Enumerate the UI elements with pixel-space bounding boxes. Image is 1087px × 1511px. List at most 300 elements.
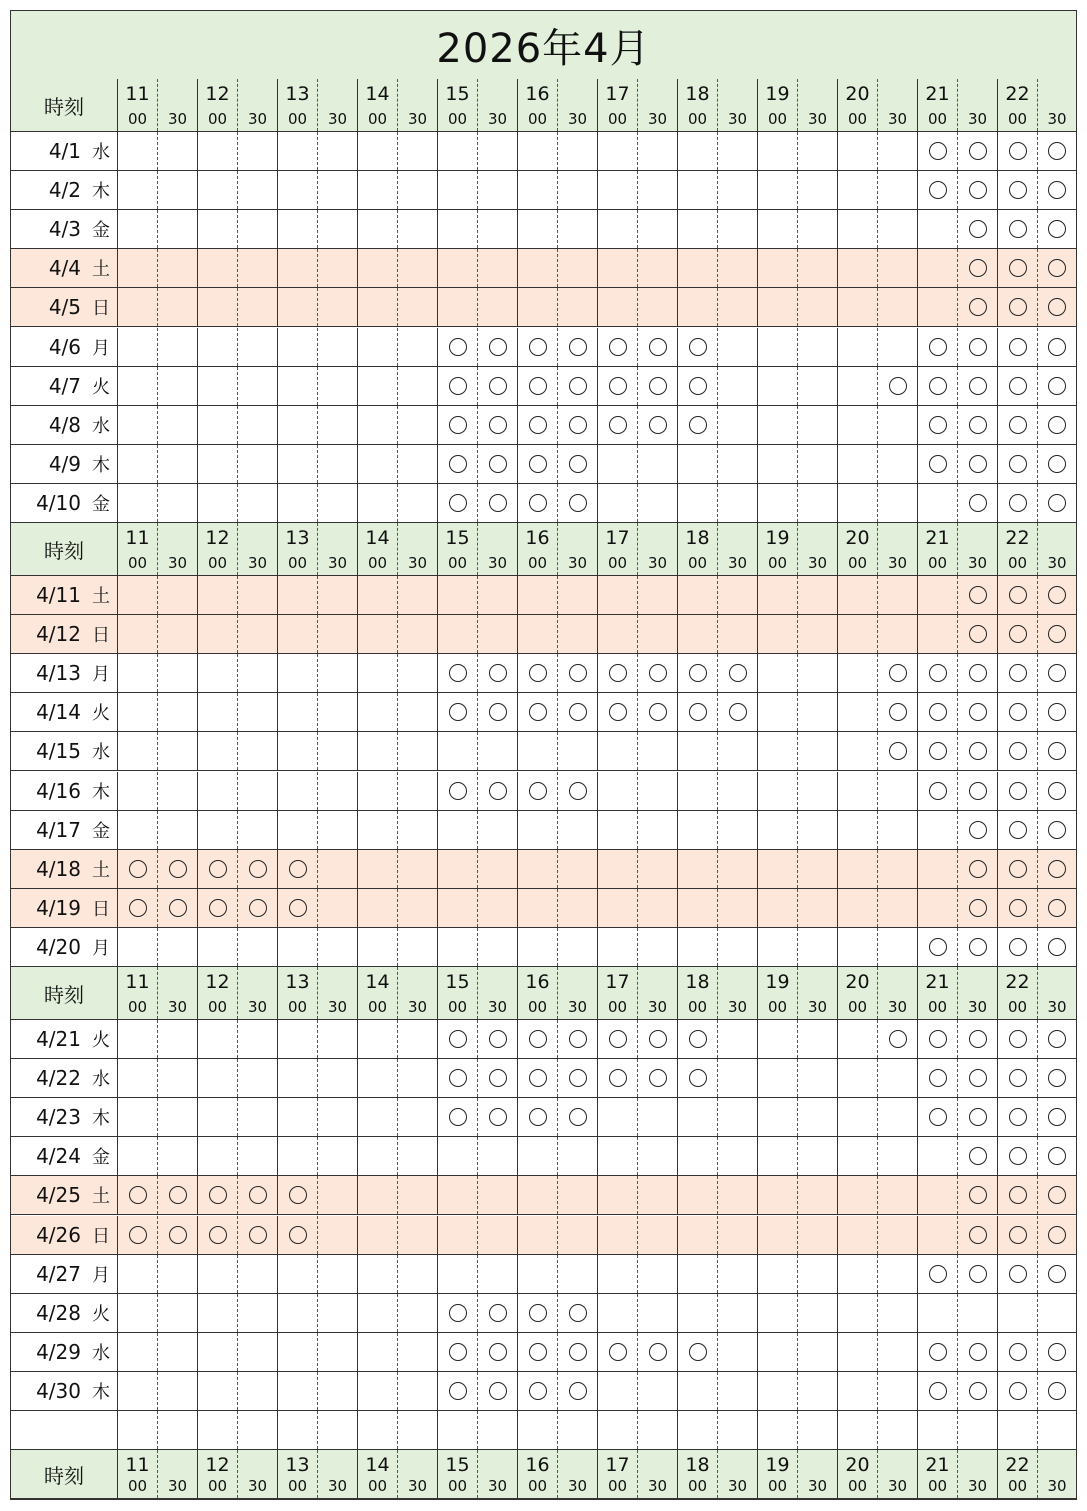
time-slot-cell [158, 811, 198, 849]
time-header-cell [878, 79, 918, 131]
available-mark-icon [889, 742, 907, 760]
minute-label: 00 [287, 998, 308, 1016]
available-mark-icon [129, 899, 147, 917]
available-mark-icon [929, 416, 947, 434]
available-mark-icon [929, 1382, 947, 1400]
time-slot-cell [198, 850, 238, 888]
time-slot-cell [638, 1255, 678, 1293]
available-mark-icon [569, 782, 587, 800]
time-slot-cell [638, 1372, 678, 1410]
time-slot-cell [918, 406, 958, 444]
time-slot-cell [718, 850, 758, 888]
time-slot-cell [1038, 576, 1076, 614]
time-slot-cell [678, 811, 718, 849]
time-slot-cell [598, 1294, 638, 1332]
time-slot-cell [278, 132, 318, 170]
time-slot-cell [878, 1216, 918, 1254]
time-slot-cell [838, 1372, 878, 1410]
available-mark-icon [209, 1186, 227, 1204]
date-cell: 4/1 [48, 139, 81, 164]
time-header-cell [678, 1450, 718, 1498]
time-slot-cell [198, 1137, 238, 1175]
time-slot-cell [598, 1333, 638, 1371]
time-slot-cell [558, 1098, 598, 1136]
hour-label: 16 [525, 83, 550, 105]
hour-label: 20 [845, 971, 870, 993]
time-slot-cell [1038, 1411, 1076, 1449]
available-mark-icon [969, 416, 987, 434]
time-header-cell [1038, 1450, 1076, 1498]
table-row [11, 1176, 1076, 1215]
time-slot-cell [238, 1333, 278, 1371]
time-slot-cell [358, 576, 398, 614]
date-cell: 4/15 [36, 739, 81, 764]
time-slot-cell [478, 484, 518, 522]
time-slot-cell [758, 328, 798, 366]
time-slot-cell [958, 288, 998, 326]
time-slot-cell [278, 850, 318, 888]
time-slot-cell [678, 1137, 718, 1175]
time-slot-cell [878, 1137, 918, 1175]
time-slot-cell [478, 772, 518, 810]
time-slot-cell [278, 615, 318, 653]
time-slot-cell [718, 367, 758, 405]
time-slot-cell [318, 249, 358, 287]
minute-label: 30 [647, 998, 668, 1016]
weekday-cell: 金 [85, 484, 118, 522]
time-slot-cell [798, 693, 838, 731]
time-slot-cell [758, 1176, 798, 1214]
time-slot-cell [798, 772, 838, 810]
available-mark-icon [489, 377, 507, 395]
available-mark-icon [489, 494, 507, 512]
time-slot-cell [798, 928, 838, 966]
available-mark-icon [1009, 1265, 1027, 1283]
time-slot-cell [718, 1059, 758, 1097]
time-header-cell [358, 523, 398, 575]
time-slot-cell [518, 1020, 558, 1058]
minute-label: 30 [807, 998, 828, 1016]
date-cell: 4/11 [36, 583, 81, 608]
time-slot-cell [478, 576, 518, 614]
available-mark-icon [569, 455, 587, 473]
minute-label: 00 [687, 554, 708, 572]
time-slot-cell [278, 732, 318, 770]
time-slot-cell [318, 132, 358, 170]
table-row [11, 811, 1076, 850]
time-slot-cell [158, 1176, 198, 1214]
time-slot-cell [678, 328, 718, 366]
available-mark-icon [1009, 1069, 1027, 1087]
time-slot-cell [558, 249, 598, 287]
time-slot-cell [278, 328, 318, 366]
time-slot-cell [438, 484, 478, 522]
time-slot-cell [478, 1059, 518, 1097]
time-slot-cell [838, 772, 878, 810]
time-slot-cell [118, 654, 158, 692]
time-header-cell [598, 523, 638, 575]
time-slot-cell [478, 811, 518, 849]
minute-label: 30 [247, 554, 268, 572]
time-slot-cell [238, 772, 278, 810]
available-mark-icon [489, 782, 507, 800]
time-slot-cell [238, 328, 278, 366]
time-slot-cell [158, 889, 198, 927]
time-slot-cell [438, 445, 478, 483]
time-slot-cell [798, 367, 838, 405]
time-slot-cell [318, 1411, 358, 1449]
minute-label: 30 [647, 554, 668, 572]
available-mark-icon [489, 1069, 507, 1087]
time-slot-cell [838, 328, 878, 366]
time-slot-cell [878, 445, 918, 483]
time-slot-cell [318, 171, 358, 209]
time-slot-cell [638, 850, 678, 888]
time-slot-cell [398, 615, 438, 653]
available-mark-icon [689, 1343, 707, 1361]
time-slot-cell [758, 1411, 798, 1449]
time-header-cell [558, 967, 598, 1019]
time-slot-cell [478, 654, 518, 692]
minute-label: 30 [567, 110, 588, 128]
available-mark-icon [449, 338, 467, 356]
time-slot-cell [238, 811, 278, 849]
available-mark-icon [1009, 1382, 1027, 1400]
available-mark-icon [569, 1030, 587, 1048]
time-slot-cell [358, 889, 398, 927]
minute-label: 00 [367, 110, 388, 128]
minute-label: 00 [607, 998, 628, 1016]
time-slot-cell [478, 732, 518, 770]
time-slot-cell [478, 367, 518, 405]
time-header-cell [878, 1450, 918, 1498]
time-header-cell [758, 523, 798, 575]
time-header-cell [1038, 967, 1076, 1019]
time-slot-cell [998, 1020, 1038, 1058]
time-slot-cell [438, 171, 478, 209]
time-slot-cell [558, 328, 598, 366]
time-slot-cell [838, 1020, 878, 1058]
time-slot-cell [998, 811, 1038, 849]
time-slot-cell [598, 484, 638, 522]
time-slot-cell [318, 772, 358, 810]
available-mark-icon [1048, 586, 1066, 604]
time-slot-cell [798, 445, 838, 483]
time-slot-cell [598, 1255, 638, 1293]
time-slot-cell [118, 1216, 158, 1254]
time-slot-cell [238, 654, 278, 692]
hour-label: 14 [365, 971, 390, 993]
time-slot-cell [438, 1098, 478, 1136]
time-slot-cell [158, 1411, 198, 1449]
time-slot-cell [878, 576, 918, 614]
time-slot-cell [278, 693, 318, 731]
time-header-cell [318, 523, 358, 575]
time-slot-cell [158, 210, 198, 248]
time-slot-cell [278, 210, 318, 248]
available-mark-icon [1009, 298, 1027, 316]
table-row [11, 132, 1076, 171]
minute-label: 00 [207, 1476, 228, 1495]
time-header-cell [238, 79, 278, 131]
time-slot-cell [838, 850, 878, 888]
available-mark-icon [529, 664, 547, 682]
available-mark-icon [1009, 455, 1027, 473]
time-header-cell [118, 1450, 158, 1498]
available-mark-icon [609, 1069, 627, 1087]
table-row [11, 576, 1076, 615]
time-slot-cell [998, 1059, 1038, 1097]
time-slot-cell [998, 615, 1038, 653]
time-slot-cell [478, 1098, 518, 1136]
time-slot-cell [798, 889, 838, 927]
time-slot-cell [558, 1059, 598, 1097]
time-slot-cell [198, 654, 238, 692]
time-slot-cell [638, 1333, 678, 1371]
time-slot-cell [438, 288, 478, 326]
time-header-cell [518, 1450, 558, 1498]
time-slot-cell [438, 889, 478, 927]
available-mark-icon [889, 1030, 907, 1048]
time-slot-cell [998, 288, 1038, 326]
time-slot-cell [318, 615, 358, 653]
time-slot-cell [998, 210, 1038, 248]
time-slot-cell [878, 1372, 918, 1410]
time-slot-cell [1038, 1333, 1076, 1371]
time-slot-cell [238, 406, 278, 444]
time-slot-cell [838, 654, 878, 692]
time-slot-cell [398, 1255, 438, 1293]
weekday-cell: 月 [85, 1255, 118, 1293]
time-slot-cell [278, 1216, 318, 1254]
time-slot-cell [878, 406, 918, 444]
time-slot-cell [958, 1255, 998, 1293]
time-slot-cell [918, 1098, 958, 1136]
hour-label: 12 [205, 971, 230, 993]
time-slot-cell [438, 615, 478, 653]
time-slot-cell [918, 249, 958, 287]
time-slot-cell [318, 1372, 358, 1410]
minute-label: 30 [967, 554, 988, 572]
time-slot-cell [518, 1333, 558, 1371]
time-slot-cell [558, 615, 598, 653]
time-slot-cell [118, 693, 158, 731]
time-slot-cell [398, 1137, 438, 1175]
time-slot-cell [678, 1333, 718, 1371]
time-header-cell [518, 523, 558, 575]
available-mark-icon [729, 703, 747, 721]
time-slot-cell [678, 288, 718, 326]
time-slot-cell [718, 576, 758, 614]
time-slot-cell [158, 445, 198, 483]
time-slot-cell [518, 1411, 558, 1449]
hour-label: 15 [445, 1454, 470, 1477]
time-slot-cell [518, 288, 558, 326]
time-slot-cell [518, 615, 558, 653]
hour-label: 14 [365, 83, 390, 105]
time-slot-cell [678, 1372, 718, 1410]
time-slot-cell [798, 171, 838, 209]
available-mark-icon [1048, 142, 1066, 160]
time-slot-cell [838, 445, 878, 483]
hour-label: 19 [765, 83, 790, 105]
available-mark-icon [169, 1226, 187, 1244]
time-slot-cell [678, 484, 718, 522]
time-slot-cell [798, 1255, 838, 1293]
table-row [11, 171, 1076, 210]
table-row [11, 615, 1076, 654]
time-header-cell [878, 523, 918, 575]
hour-label: 17 [605, 527, 630, 549]
time-slot-cell [278, 928, 318, 966]
available-mark-icon [569, 1108, 587, 1126]
available-mark-icon [529, 455, 547, 473]
hour-label: 19 [765, 971, 790, 993]
time-slot-cell [638, 1059, 678, 1097]
time-slot-cell [198, 484, 238, 522]
time-slot-cell [118, 850, 158, 888]
time-label: 時刻 [11, 1450, 118, 1498]
time-slot-cell [1038, 772, 1076, 810]
hour-label: 21 [925, 971, 950, 993]
time-slot-cell [278, 249, 318, 287]
time-slot-cell [838, 367, 878, 405]
time-slot-cell [678, 772, 718, 810]
available-mark-icon [969, 181, 987, 199]
minute-label: 00 [847, 110, 868, 128]
minute-label: 30 [567, 998, 588, 1016]
time-slot-cell [318, 850, 358, 888]
weekday-cell: 金 [85, 1137, 118, 1175]
time-slot-cell [1038, 1372, 1076, 1410]
time-slot-cell [958, 445, 998, 483]
minute-label: 00 [367, 554, 388, 572]
time-slot-cell [358, 210, 398, 248]
time-header-cell [478, 967, 518, 1019]
time-slot-cell [958, 772, 998, 810]
time-slot-cell [198, 210, 238, 248]
time-header-cell [918, 79, 958, 131]
time-slot-cell [918, 811, 958, 849]
time-slot-cell [958, 615, 998, 653]
time-slot-cell [358, 484, 398, 522]
time-slot-cell [718, 1098, 758, 1136]
time-slot-cell [558, 132, 598, 170]
available-mark-icon [969, 938, 987, 956]
time-slot-cell [638, 1216, 678, 1254]
time-slot-cell [438, 654, 478, 692]
time-slot-cell [438, 576, 478, 614]
available-mark-icon [169, 899, 187, 917]
available-mark-icon [929, 1069, 947, 1087]
time-slot-cell [198, 132, 238, 170]
date-cell: 4/24 [36, 1144, 81, 1169]
minute-label: 00 [367, 998, 388, 1016]
time-slot-cell [518, 654, 558, 692]
minute-label: 30 [327, 554, 348, 572]
time-slot-cell [798, 1137, 838, 1175]
time-header-cell [478, 523, 518, 575]
time-slot-cell [158, 1137, 198, 1175]
time-slot-cell [238, 576, 278, 614]
available-mark-icon [489, 1304, 507, 1322]
minute-label: 00 [527, 110, 548, 128]
minute-label: 30 [727, 1476, 748, 1495]
time-slot-cell [838, 1411, 878, 1449]
available-mark-icon [969, 1108, 987, 1126]
time-slot-cell [358, 1176, 398, 1214]
time-slot-cell [918, 732, 958, 770]
available-mark-icon [489, 664, 507, 682]
time-slot-cell [118, 1333, 158, 1371]
time-header-cell [238, 967, 278, 1019]
minute-label: 00 [127, 1476, 148, 1495]
time-slot-cell [878, 367, 918, 405]
hour-label: 18 [685, 1454, 710, 1477]
weekday-cell: 土 [85, 249, 118, 287]
time-slot-cell [878, 1294, 918, 1332]
time-slot-cell [838, 406, 878, 444]
time-slot-cell [838, 1137, 878, 1175]
time-slot-cell [638, 1020, 678, 1058]
minute-label: 00 [127, 998, 148, 1016]
time-slot-cell [358, 850, 398, 888]
available-mark-icon [649, 1343, 667, 1361]
time-slot-cell [598, 1098, 638, 1136]
weekday-cell: 火 [85, 693, 118, 731]
time-slot-cell [478, 615, 518, 653]
time-slot-cell [518, 406, 558, 444]
table-row [11, 367, 1076, 406]
time-slot-cell [598, 1372, 638, 1410]
minute-label: 00 [687, 1476, 708, 1495]
date-cell: 4/29 [36, 1339, 81, 1364]
hour-label: 11 [125, 971, 150, 993]
time-slot-cell [758, 1059, 798, 1097]
time-slot-cell [358, 1333, 398, 1371]
time-slot-cell [478, 406, 518, 444]
minute-label: 30 [407, 110, 428, 128]
time-slot-cell [918, 850, 958, 888]
time-slot-cell [718, 1216, 758, 1254]
time-slot-cell [558, 288, 598, 326]
available-mark-icon [609, 664, 627, 682]
available-mark-icon [529, 782, 547, 800]
time-header-cell [278, 967, 318, 1019]
time-slot-cell [638, 1411, 678, 1449]
time-slot-cell [158, 288, 198, 326]
available-mark-icon [569, 1343, 587, 1361]
time-slot-cell [558, 1294, 598, 1332]
time-slot-cell [198, 171, 238, 209]
available-mark-icon [489, 455, 507, 473]
time-slot-cell [758, 693, 798, 731]
time-slot-cell [518, 576, 558, 614]
minute-label: 00 [1007, 998, 1028, 1016]
time-slot-cell [718, 1411, 758, 1449]
time-header-cell [958, 1450, 998, 1498]
time-slot-cell [838, 210, 878, 248]
time-slot-cell [878, 328, 918, 366]
available-mark-icon [969, 821, 987, 839]
time-slot-cell [518, 484, 558, 522]
time-slot-cell [838, 732, 878, 770]
time-slot-cell [598, 928, 638, 966]
time-header-cell [638, 1450, 678, 1498]
available-mark-icon [449, 1030, 467, 1048]
time-slot-cell [918, 576, 958, 614]
time-slot-cell [958, 1059, 998, 1097]
